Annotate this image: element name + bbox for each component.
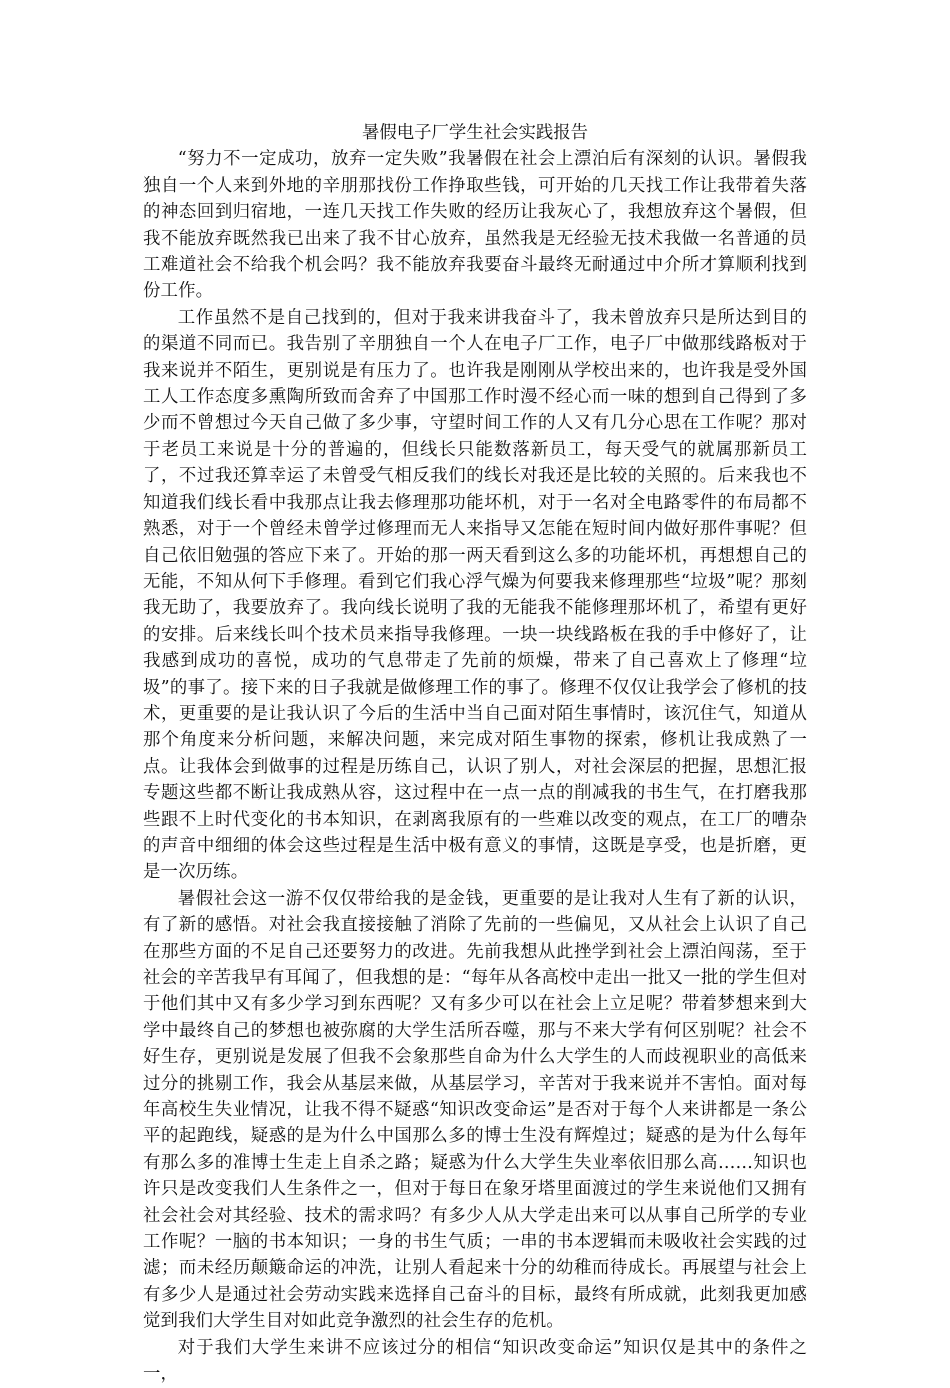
paragraph: 暑假社会这一游不仅仅带给我的是金钱，更重要的是让我对人生有了新的认识，有了新的感悟。对社会我直接接触了消除了先前的一些偏见，又从社会上认识了自己在那些方面的不足自己还要努力的改进。先前我想从此挫学到社会上漂泊闯荡，至于社会的辛苦我早有耳闻了，但我想的是：“每年从各高校中走出一批又一批的学生但对于他们其中又有多少学习到东西呢？又有多少可以在社会上立足呢？带着梦想来到大学中最终自己的梦想也被弥腐的大学生活所吞噬，那与不来大学有何区别呢？社会不好生存，更别说是发展了但我不会象那些自命为什么大学生的人而歧视职业的高低来过分的挑剔工作，我会从基层来做，从基层学习，辛苦对于我来说并不害怕。面对每年高校生失业情况，让我不得不疑惑“知识改变命运”是否对于每个人来讲都是一条公平的起跑线，疑惑的是为什么中国那么多的博士生没有辉煌过；疑惑的是为什么每年有那么多的准博士生走上自杀之路；疑惑为什么大学生失业率依旧那么高……知识也许只是改变我们人生条件之一，但对于每日在象牙塔里面渡过的学生来说他们又拥有社会社会对其经验、技术的需求吗？有多少人从大学走出来可以从事自己所学的专业工作呢？一脑的书本知识；一身的书生气质；一串的书本逻辑而未吸收社会实践的过滤；而未经历颠簸命运的冲洗，让别人看起来十分的幼稚而待成长。再展望与社会上有多少人是通过社会劳动实践来选择自己奋斗的目标，最终有所成就，此刻我更加感觉到我们大学生目对如此竞争激烈的社会生存的危机。 — [143, 888, 807, 1332]
paragraph: 工作虽然不是自己找到的，但对于我来讲我奋斗了，我未曾放弃只是所达到目的的渠道不同而已。我告别了辛朋独自一个人在电子厂工作，电子厂中做那线路板对于我来说并不陌生，更别说是有压力了。也许我是刚刚从学校出来的，也许我是受外国工人工作态度多熏陶所致而舍弃了中国那工作时漫不经心而一味的想到自己得到了多少而不曾想过今天自己做了多少事，守望时间工作的人又有几分心思在工作呢？那对于老员工来说是十分的普遍的，但线长只能数落新员工，每天受气的就属那新员工了，不过我还算幸运了未曾受气相反我们的线长对我还是比较的关照的。后来我也不知道我们线长看中我那点让我去修理那功能坏机，对于一名对全电路零件的布局都不熟悉，对于一个曾经未曾学过修理而无人来指导又怎能在短时间内做好那件事呢？但自己依旧勉强的答应下来了。开始的那一两天看到这么多的功能坏机，再想想自己的无能，不知从何下手修理。看到它们我心浮气燥为何要我来修理那些“垃圾”呢？那刻我无助了，我要放弃了。我向线长说明了我的无能我不能修理那坏机了，希望有更好的安排。后来线长叫个技术员来指导我修理。一块一块线路板在我的手中修好了，让我感到成功的喜悦，成功的气息带走了先前的烦燥，带来了自己喜欢上了修理“垃圾”的事了。接下来的日子我就是做修理工作的事了。修理不仅仅让我学会了修机的技术，更重要的是让我认识了今后的生活中当自己面对陌生事情时，该沉住气，知道从那个角度来分析问题，来解决问题，来完成对陌生事物的探索，修机让我成熟了一点。让我体会到做事的过程是历练自己，认识了别人，对社会深层的把握，思想汇报专题这些都不断让我成熟从容，这过程中在一点一点的削减我的书生气，在打磨我那些跟不上时代变化的书本知识，在剥离我原有的一些难以改变的观点，在工厂的嘈杂的声音中细细的体会这些过程是生活中极有意义的事情，这既是享受，也是折磨，更是一次历练。 — [143, 307, 807, 883]
document-body — [143, 120, 807, 1388]
paragraph: “努力不一定成功，放弃一定失败”我暑假在社会上漂泊后有深刻的认识。暑假我独自一个人来到外地的辛朋那找份工作挣取些钱，可开始的几天找工作让我带着失落的神态回到归宿地，一连几天找工作失败的经历让我灰心了，我想放弃这个暑假，但我不能放弃既然我已出来了我不甘心放弃，虽然我是无经验无技术我做一名普通的员工难道社会不给我个机会吗？我不能放弃我要奋斗最终无耐通过中介所才算顺利找到份工作。 — [143, 149, 807, 302]
paragraph: 对于我们大学生来讲不应该过分的相信“知识改变命运”知识仅是其中的条件之一， — [143, 1337, 807, 1385]
document-title: 暑假电子厂学生社会实践报告 — [361, 123, 589, 143]
